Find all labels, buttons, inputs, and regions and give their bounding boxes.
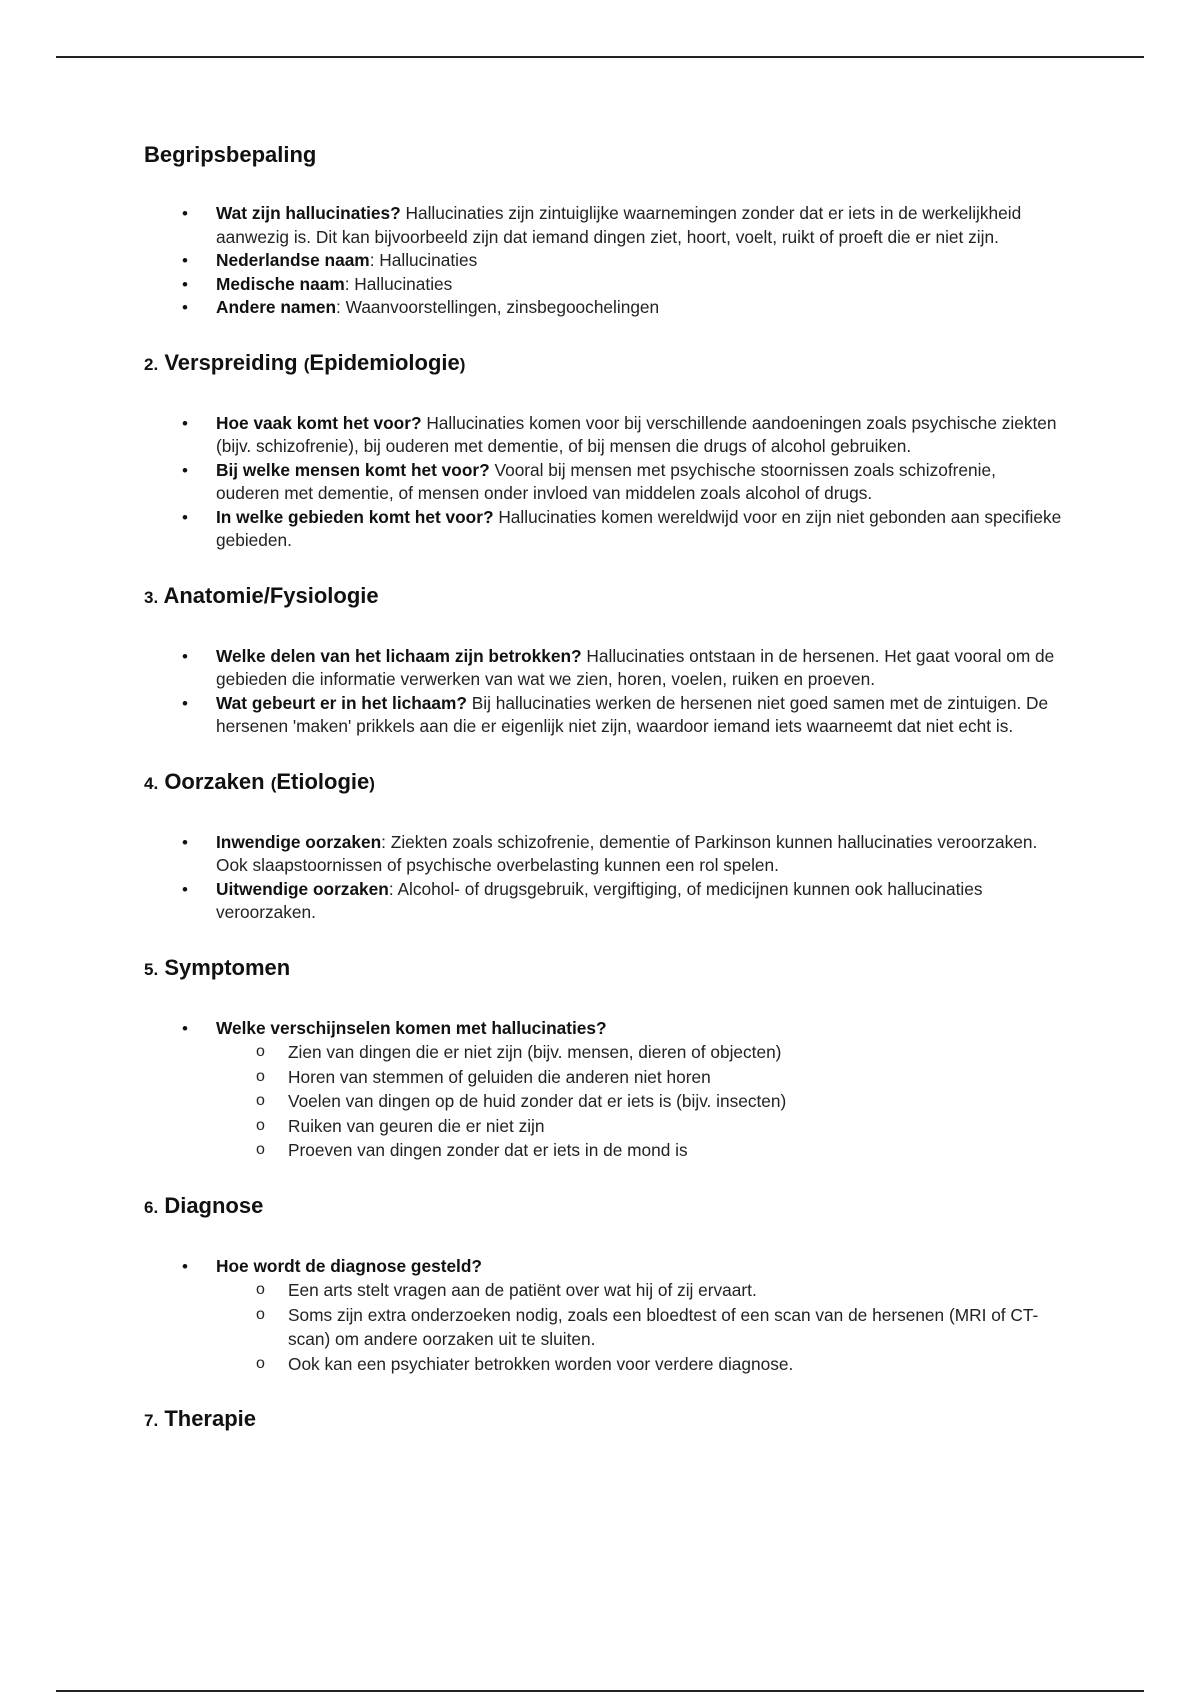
top-rule (56, 56, 1144, 58)
section-heading: 6. Diagnose (144, 1192, 264, 1218)
list-item: • Medische naam: Hallucinaties (144, 273, 1064, 297)
section-diagnose (144, 1191, 1064, 1377)
sub-list-item: o Een arts stelt vragen aan de patiënt over wat hij of zij ervaart. (216, 1278, 1064, 1303)
sub-list-item: o Horen van stemmen of geluiden die anderen niet horen (216, 1065, 1064, 1090)
bullet-list (144, 1017, 1064, 1163)
document-body (144, 140, 1064, 1468)
sub-list-item: o Ruiken van geuren die er niet zijn (216, 1114, 1064, 1139)
sub-list (216, 1040, 1064, 1163)
list-item: • Nederlandse naam: Hallucinaties (144, 249, 1064, 273)
section-begripsbepaling (144, 140, 1064, 320)
sub-list-item: o Voelen van dingen op de huid zonder dat er iets is (bijv. insecten) (216, 1089, 1064, 1114)
section-anatomie (144, 581, 1064, 739)
bottom-rule (56, 1690, 1144, 1692)
bullet-list (144, 1255, 1064, 1377)
sub-list-item: o Ook kan een psychiater betrokken worden voor verdere diagnose. (216, 1352, 1064, 1377)
section-heading: 7. Therapie (144, 1406, 257, 1431)
section-oorzaken (144, 767, 1064, 925)
bullet-list (144, 202, 1064, 320)
list-item: • Uitwendige oorzaken: Alcohol- of drugsgebruik, vergiftiging, of medicijnen kunnen ook hallucinaties veroorzaken. (144, 878, 1064, 925)
bullet-list (144, 645, 1064, 739)
section-verspreiding (144, 348, 1064, 553)
section-heading: Begripsbepaling (144, 142, 317, 167)
section-symptomen (144, 953, 1064, 1163)
list-item: • Andere namen: Waanvoorstellingen, zinsbegoochelingen (144, 296, 1064, 320)
section-heading: 5. Symptomen (144, 954, 291, 980)
section-heading: 2. Verspreiding (Epidemiologie) (144, 349, 466, 375)
sub-list-item: o Proeven van dingen zonder dat er iets in de mond is (216, 1138, 1064, 1163)
list-item: • Welke delen van het lichaam zijn betrokken? Hallucinaties ontstaan in de hersenen. Het gaat vooral om de gebieden die informatie verwerken van wat we zien, horen, voelen, ruiken en proeven. (144, 645, 1064, 692)
list-item: • Hoe vaak komt het voor? Hallucinaties komen voor bij verschillende aandoeningen zoals psychische ziekten (bijv. schizofrenie), bij ouderen met dementie, of bij mensen die drugs of alcohol gebruiken. (144, 412, 1064, 459)
bullet-list (144, 831, 1064, 925)
section-therapie (144, 1404, 1064, 1436)
list-item: • Bij welke mensen komt het voor? Vooral bij mensen met psychische stoornissen zoals schizofrenie, ouderen met dementie, of mensen onder invloed van middelen zoals alcohol of drugs. (144, 459, 1064, 506)
section-heading: 4. Oorzaken (Etiologie) (144, 768, 375, 794)
list-item: • Wat zijn hallucinaties? Hallucinaties zijn zintuiglijke waarnemingen zonder dat er iets in de werkelijkheid aanwezig is. Dit kan bijvoorbeeld zijn dat iemand dingen ziet, hoort, voelt, ruikt of proeft die er niet zijn. (144, 202, 1064, 249)
list-item: • Hoe wordt de diagnose gesteld? o Een arts stelt vragen aan de patiënt over wat hij of zij ervaart. o Soms zijn extra onderzoeken nodig, zoals een bloedtest of een scan van de hersenen (MRI of CT-scan) om andere oorzaken uit te sluiten. o Ook kan een psychiater betrokken worden voor verdere diagnose. (144, 1255, 1064, 1377)
section-heading: 3. Anatomie/Fysiologie (144, 582, 379, 608)
list-item: • In welke gebieden komt het voor? Hallucinaties komen wereldwijd voor en zijn niet gebonden aan specifieke gebieden. (144, 506, 1064, 553)
sub-list (216, 1278, 1064, 1376)
list-item: • Inwendige oorzaken: Ziekten zoals schizofrenie, dementie of Parkinson kunnen hallucinaties veroorzaken. Ook slaapstoornissen of psychische overbelasting kunnen een rol spelen. (144, 831, 1064, 878)
list-item: • Welke verschijnselen komen met hallucinaties? o Zien van dingen die er niet zijn (bijv. mensen, dieren of objecten) o Horen van stemmen of geluiden die anderen niet horen o Voelen van dingen op de huid zonder dat er iets is (bijv. insecten) o Ruiken van geuren die er niet zijn o Proeven van dingen zonder dat er iets in de mond is (144, 1017, 1064, 1163)
list-item: • Wat gebeurt er in het lichaam? Bij hallucinaties werken de hersenen niet goed samen met de zintuigen. De hersenen 'maken' prikkels aan die er eigenlijk niet zijn, waardoor iemand iets waarneemt dat niet echt is. (144, 692, 1064, 739)
sub-list-item: o Soms zijn extra onderzoeken nodig, zoals een bloedtest of een scan van de hersenen (MRI of CT-scan) om andere oorzaken uit te sluiten. (216, 1303, 1064, 1352)
bullet-list (144, 412, 1064, 553)
sub-list-item: o Zien van dingen die er niet zijn (bijv. mensen, dieren of objecten) (216, 1040, 1064, 1065)
